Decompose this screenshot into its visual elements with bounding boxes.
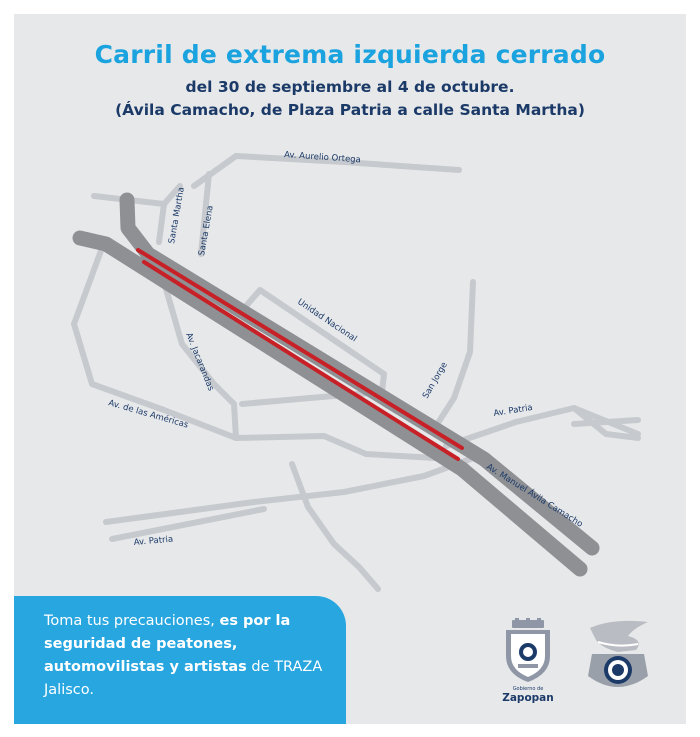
label-patria-east: Av. Patria (492, 402, 534, 419)
zapopan-shield-icon (492, 618, 564, 684)
zapopan-logo-text: Zapopan (502, 692, 554, 704)
label-santa-martha: Santa Martha (167, 186, 187, 245)
zapopan-logo (492, 618, 564, 704)
street-patria-east (446, 408, 638, 446)
traza-emblem-icon (582, 618, 654, 698)
closure-dates: del 30 de septiembre al 4 de octubre. (185, 78, 515, 96)
street-south-diagonal (292, 464, 378, 589)
label-americas: Av. de las Américas (107, 398, 190, 431)
closure-segment: (Ávila Camacho, de Plaza Patria a calle Santa Martha) (115, 101, 585, 119)
traza-jalisco-logo (582, 618, 654, 698)
label-jacarandas: Av. Jacarandas (183, 331, 216, 393)
street-santa-martha (159, 204, 164, 242)
notice-text-bold: es por la seguridad de peatones, automovilistas y artistas (44, 613, 291, 675)
label-san-jorge: San Jorge (420, 360, 450, 401)
label-unidad-nacional: Unidad Nacional (295, 297, 359, 345)
label-patria-west: Av. Patria (133, 534, 174, 548)
street-inner-link (242, 398, 310, 404)
label-avila-camacho: Av. Manuel Ávila Camacho (484, 462, 585, 530)
label-aurelio-ortega: Av. Aurelio Ortega (283, 150, 362, 166)
avila-camacho-roadway-1 (80, 238, 580, 569)
notice-text-2: de TRAZA Jalisco. (44, 659, 323, 698)
zapopan-logo-small-text: Gobierno de (512, 686, 544, 692)
label-santa-elena: Santa Elena (197, 204, 216, 257)
notice-text-1: Toma tus precauciones, (44, 613, 220, 629)
street-north-link (94, 186, 180, 204)
street-patria-east-2 (574, 420, 638, 424)
precaution-text (44, 610, 334, 702)
closed-lane-1 (144, 262, 458, 459)
title: Carril de extrema izquierda cerrado (94, 40, 606, 69)
precaution-notice (14, 596, 346, 724)
street-san-jorge (436, 282, 473, 426)
poster-card (14, 14, 686, 724)
